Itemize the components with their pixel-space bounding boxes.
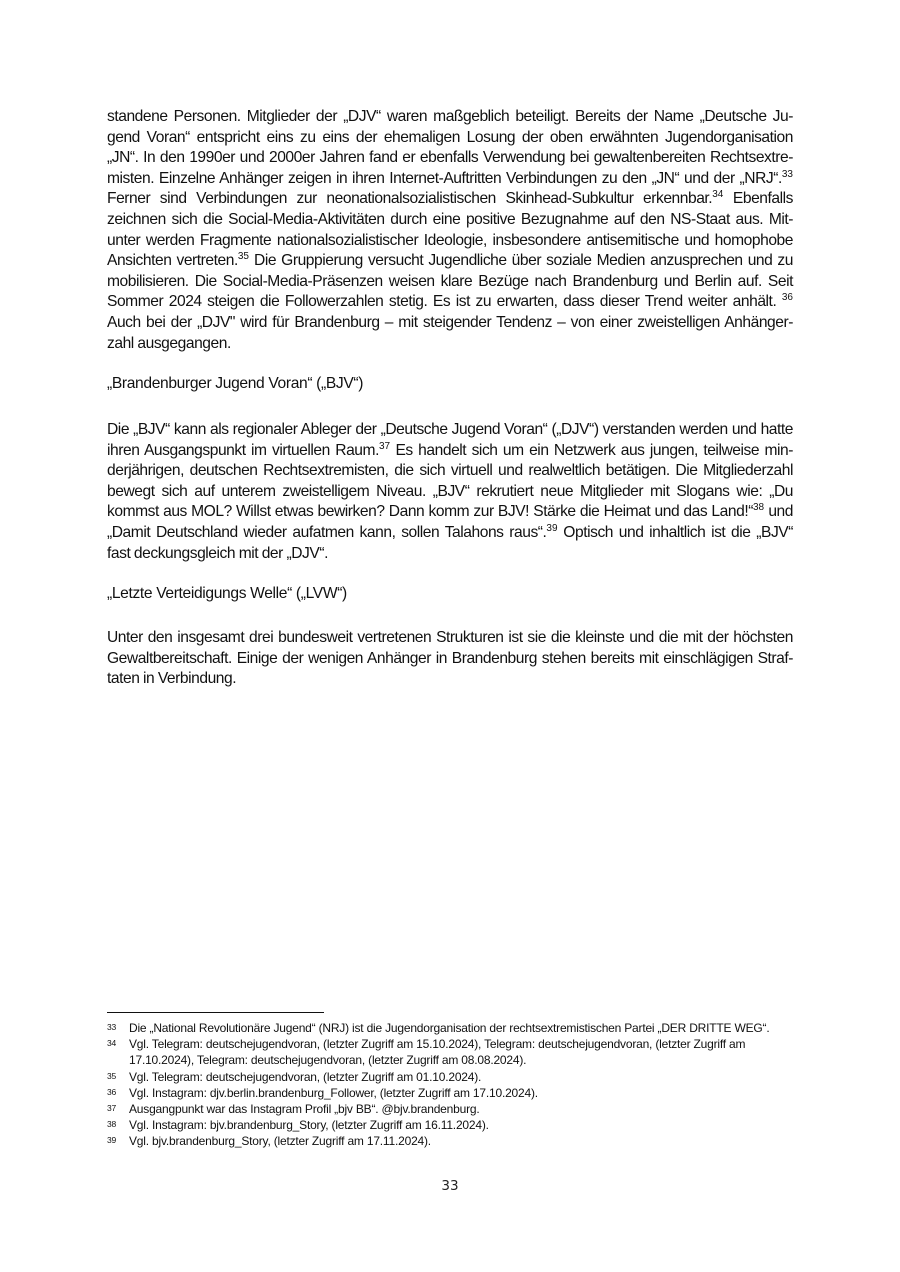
footnote-ref-38[interactable]: 38 bbox=[752, 502, 765, 514]
footnote-number: 38 bbox=[107, 1119, 117, 1130]
text-line-main: Sommer 2024 steigen die Followerzahlen stetig. Es ist zu erwarten, dass dieser Trend weiter anhält. bbox=[107, 293, 777, 311]
footnote-text: Vgl. Telegram: deutschejugendvoran, (letzter Zugriff am 01.10.2024). bbox=[129, 1069, 482, 1084]
footnote-text: Vgl. Instagram: bjv.brandenburg_Story, (letzter Zugriff am 16.11.2024). bbox=[129, 1118, 489, 1133]
text-line-tail: Optisch und inhaltlich ist die „BJV“ bbox=[563, 523, 793, 541]
text-line bbox=[107, 502, 793, 523]
footnote-text: Vgl. bjv.brandenburg_Story, (letzter Zugriff am 17.11.2024). bbox=[129, 1134, 431, 1149]
text-line: Unter den insgesamt drei bundesweit vertretenen Strukturen ist sie die kleinste und die mit der höchsten bbox=[107, 629, 793, 646]
paragraph-bjv bbox=[107, 420, 793, 564]
footnote-ref-34[interactable]: 34 bbox=[712, 189, 724, 201]
footnote-number: 35 bbox=[107, 1070, 117, 1081]
text-line bbox=[107, 251, 793, 272]
text-line: „JN“. In den 1990er und 2000er Jahren fand er ebenfalls Verwendung bei gewaltenbereiten Rechtsextre- bbox=[107, 149, 793, 167]
text-line bbox=[107, 523, 793, 544]
footnote-number: 33 bbox=[107, 1022, 117, 1032]
footnote-text: Vgl. Telegram: deutschejugendvoran, (letzter Zugriff am 15.10.2024), Telegram: deutschejugendvoran, (letzter Zugriff am 17.10.2024), Telegram: deutschejugendvoran, (letzter Zugriff am 08.08.2024). bbox=[129, 1037, 746, 1068]
page-number: 33 bbox=[441, 1178, 459, 1194]
footnote-text: Ausgangpunkt war das Instagram Profil „bjv BB“. @bjv.brandenburg. bbox=[129, 1102, 480, 1117]
text-line-main: Ferner sind Verbindungen zur neonationalsozialistischen Skinhead-Subkultur erkennbar. bbox=[107, 190, 713, 208]
text-line-tail: Ebenfalls bbox=[732, 190, 793, 208]
footnotes bbox=[107, 1020, 797, 1150]
footnote-number: 34 bbox=[107, 1038, 117, 1049]
text-line: Die „BJV“ kann als regionaler Ableger der „Deutsche Jugend Voran“ („DJV“) verstanden werden und hatte bbox=[107, 421, 793, 438]
footnote bbox=[107, 1036, 797, 1068]
text-line bbox=[107, 169, 793, 190]
text-line: zeichnen sich die Social-Media-Aktivitäten durch eine positive Bezugnahme auf den NS-Staat aus. Mit- bbox=[107, 210, 793, 228]
footnote-ref-35[interactable]: 35 bbox=[237, 250, 249, 262]
text-line: taten in Verbindung. bbox=[107, 670, 237, 688]
footnote-ref-33[interactable]: 33 bbox=[781, 168, 793, 180]
text-line: gend Voran“ entspricht eins zu eins der ehemaligen Losung der oben erwähnten Jugendorganisation bbox=[107, 128, 793, 146]
footnote-text: Vgl. Instagram: djv.berlin.brandenburg_Follower, (letzter Zugriff am 17.10.2024). bbox=[129, 1085, 538, 1100]
footnote bbox=[107, 1020, 797, 1036]
section-heading-lvw: „Letzte Verteidigungs Welle“ („LVW“) bbox=[107, 585, 347, 602]
text-line: unter werden Fragmente nationalsozialistischer Ideologie, insbesondere antisemitische und homophobe bbox=[107, 231, 793, 249]
paragraph-djv bbox=[107, 107, 793, 354]
footnote-number: 39 bbox=[107, 1135, 117, 1146]
text-line: Auch bei der „DJV" wird für Brandenburg – mit steigender Tendenz – von einer zweistelligen Anhänger- bbox=[107, 313, 793, 331]
footnote bbox=[107, 1069, 797, 1085]
text-line bbox=[107, 441, 793, 462]
footnote-ref-36[interactable]: 36 bbox=[781, 292, 793, 304]
text-line-main: „Damit Deutschland wieder aufatmen kann, sollen Talahons raus“. bbox=[107, 523, 547, 541]
footnote bbox=[107, 1085, 797, 1101]
text-line-main: Ansichten vertreten. bbox=[107, 252, 238, 270]
footnote-number: 37 bbox=[107, 1103, 117, 1114]
footnote-text: Die „National Revolutionäre Jugend“ (NRJ) ist die Jugendorganisation der rechtsextremistischen Partei „DER DRITTE WEG“. bbox=[129, 1021, 770, 1035]
footnote bbox=[107, 1101, 797, 1117]
text-line-tail: Es handelt sich um ein Netzwerk aus jungen, teilweise min- bbox=[395, 441, 793, 459]
footnote bbox=[107, 1117, 797, 1133]
text-line-main: ihren Ausgangspunkt im virtuellen Raum. bbox=[107, 441, 379, 459]
text-line: mobilisieren. Die Social-Media-Präsenzen weisen klare Bezüge nach Brandenburg und Berlin auf. Seit bbox=[107, 272, 793, 290]
text-line bbox=[107, 292, 793, 313]
text-line-main: kommst aus MOL? Willst etwas bewirken? Dann komm zur BJV! Stärke die Heimat und das Land!“ bbox=[107, 503, 753, 521]
text-line: Gewaltbereitschaft. Einige der wenigen Anhänger in Brandenburg stehen bereits mit einschlägigen Straf- bbox=[107, 649, 793, 667]
text-line-tail: Die Gruppierung versucht Jugendliche über soziale Medien anzusprechen und zu bbox=[254, 252, 793, 270]
footnote-ref-39[interactable]: 39 bbox=[546, 522, 558, 534]
text-line: standene Personen. Mitglieder der „DJV“ waren maßgeblich beteiligt. Bereits der Name „Deutsche Ju- bbox=[107, 108, 793, 125]
footnote-ref-37[interactable]: 37 bbox=[378, 440, 391, 452]
footnote-number: 36 bbox=[107, 1086, 117, 1097]
text-line: bewegt sich auf unterem zweistelligem Niveau. „BJV“ rekrutiert neue Mitglieder mit Slogans wie: „Du bbox=[107, 482, 793, 500]
footnote bbox=[107, 1133, 797, 1149]
section-heading-bjv: „Brandenburger Jugend Voran“ („BJV“) bbox=[107, 375, 364, 392]
text-line: zahl ausgegangen. bbox=[107, 334, 231, 352]
text-line: fast deckungsgleich mit der „DJV“. bbox=[107, 544, 328, 562]
text-line-main: misten. Einzelne Anhänger zeigen in ihren Internet-Auftritten Verbindungen zu den „JN“ und der „NRJ“. bbox=[107, 169, 782, 187]
footnote-separator bbox=[107, 1012, 324, 1013]
text-line: derjährigen, deutschen Rechtsextremisten, die sich virtuell und realweltlich betätigen. Die Mitgliederzahl bbox=[107, 462, 793, 480]
text-line-tail: und bbox=[768, 503, 793, 521]
text-line bbox=[107, 189, 793, 210]
paragraph-lvw bbox=[107, 628, 793, 690]
